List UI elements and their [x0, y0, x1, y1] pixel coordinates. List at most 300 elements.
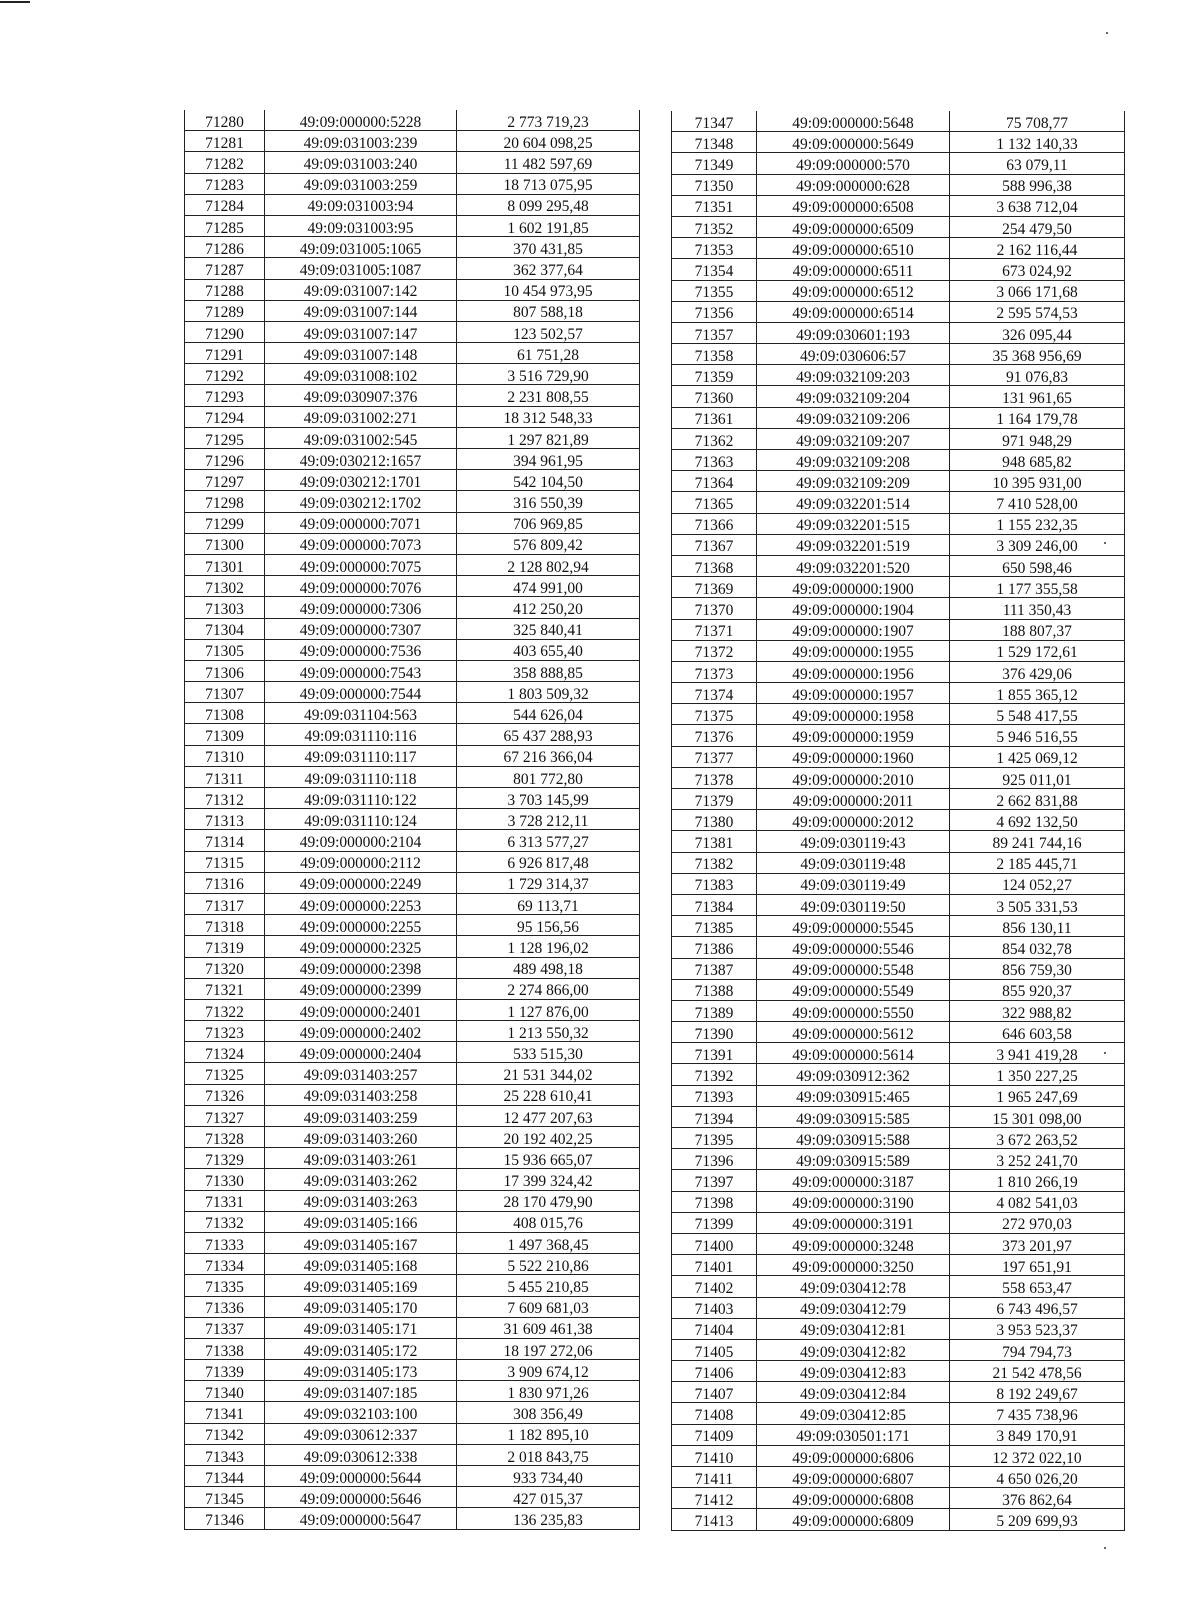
row-number-cell: 71352 — [672, 216, 757, 237]
table-row — [185, 724, 640, 745]
value-cell: 807 588,18 — [457, 300, 640, 321]
value-cell: 28 170 479,90 — [457, 1190, 640, 1211]
row-number-cell: 71293 — [185, 385, 265, 406]
cadastral-number-cell: 49:09:000000:3248 — [757, 1233, 950, 1254]
cadastral-number-cell: 49:09:031405:169 — [265, 1275, 457, 1296]
row-number-cell: 71339 — [185, 1360, 265, 1381]
value-cell: 3 505 331,53 — [950, 894, 1125, 915]
value-cell: 188 807,37 — [950, 619, 1125, 640]
cadastral-number-cell: 49:09:000000:5545 — [757, 916, 950, 937]
table-row — [672, 831, 1125, 852]
row-number-cell: 71326 — [185, 1084, 265, 1105]
row-number-cell: 71312 — [185, 788, 265, 809]
value-cell: 1 803 509,32 — [457, 682, 640, 703]
table-row — [185, 1211, 640, 1232]
value-cell: 6 313 577,27 — [457, 830, 640, 851]
cadastral-number-cell: 49:09:030412:78 — [757, 1276, 950, 1297]
cadastral-number-cell: 49:09:000000:7544 — [265, 682, 457, 703]
value-cell: 12 477 207,63 — [457, 1105, 640, 1126]
table-row — [672, 428, 1125, 449]
table-row — [672, 1403, 1125, 1424]
table-row — [672, 1255, 1125, 1276]
row-number-cell: 71371 — [672, 619, 757, 640]
row-number-cell: 71292 — [185, 364, 265, 385]
table-row — [672, 386, 1125, 407]
cadastral-number-cell: 49:09:031003:259 — [265, 173, 457, 194]
table-row — [185, 1508, 640, 1529]
cadastral-number-cell: 49:09:000000:5644 — [265, 1466, 457, 1487]
cadastral-number-cell: 49:09:000000:570 — [757, 153, 950, 174]
value-cell: 1 127 876,00 — [457, 999, 640, 1020]
table-row — [672, 216, 1125, 237]
value-cell: 3 728 212,11 — [457, 809, 640, 830]
value-cell: 197 651,91 — [950, 1255, 1125, 1276]
cadastral-number-cell: 49:09:000000:6508 — [757, 195, 950, 216]
table-row — [185, 830, 640, 851]
table-row — [185, 703, 640, 724]
value-cell: 6 743 496,57 — [950, 1297, 1125, 1318]
row-number-cell: 71383 — [672, 873, 757, 894]
value-cell: 5 548 417,55 — [950, 704, 1125, 725]
row-number-cell: 71337 — [185, 1317, 265, 1338]
row-number-cell: 71385 — [672, 916, 757, 937]
table-row — [672, 1191, 1125, 1212]
cadastral-number-cell: 49:09:000000:5548 — [757, 958, 950, 979]
row-number-cell: 71365 — [672, 492, 757, 513]
cadastral-number-cell: 49:09:000000:3187 — [757, 1170, 950, 1191]
table-row — [672, 1318, 1125, 1339]
value-cell: 325 840,41 — [457, 618, 640, 639]
value-cell: 576 809,42 — [457, 533, 640, 554]
cadastral-number-cell: 49:09:000000:6509 — [757, 216, 950, 237]
value-cell: 91 076,83 — [950, 365, 1125, 386]
cadastral-number-cell: 49:09:000000:2249 — [265, 872, 457, 893]
row-number-cell: 71321 — [185, 978, 265, 999]
cadastral-number-cell: 49:09:030119:43 — [757, 831, 950, 852]
value-cell: 8 192 249,67 — [950, 1382, 1125, 1403]
value-cell: 89 241 744,16 — [950, 831, 1125, 852]
value-cell: 7 609 681,03 — [457, 1296, 640, 1317]
table-row — [672, 534, 1125, 555]
row-number-cell: 71360 — [672, 386, 757, 407]
cadastral-number-cell: 49:09:000000:3190 — [757, 1191, 950, 1212]
table-row — [672, 640, 1125, 661]
cadastral-number-cell: 49:09:000000:7536 — [265, 639, 457, 660]
value-cell: 1 497 368,45 — [457, 1232, 640, 1253]
table-row — [185, 1296, 640, 1317]
row-number-cell: 71345 — [185, 1487, 265, 1508]
value-cell: 131 961,65 — [950, 386, 1125, 407]
row-number-cell: 71411 — [672, 1467, 757, 1488]
row-number-cell: 71308 — [185, 703, 265, 724]
cadastral-number-cell: 49:09:000000:5550 — [757, 1000, 950, 1021]
cadastral-number-cell: 49:09:000000:7073 — [265, 533, 457, 554]
cadastral-number-cell: 49:09:030212:1657 — [265, 449, 457, 470]
row-number-cell: 71297 — [185, 470, 265, 491]
row-number-cell: 71348 — [672, 132, 757, 153]
cadastral-number-cell: 49:09:000000:2112 — [265, 851, 457, 872]
value-cell: 4 082 541,03 — [950, 1191, 1125, 1212]
row-number-cell: 71299 — [185, 512, 265, 533]
value-cell: 10 395 931,00 — [950, 471, 1125, 492]
cadastral-number-cell: 49:09:031405:166 — [265, 1211, 457, 1232]
table-row — [672, 852, 1125, 873]
row-number-cell: 71300 — [185, 533, 265, 554]
table-row — [672, 619, 1125, 640]
value-cell: 794 794,73 — [950, 1339, 1125, 1360]
value-cell: 856 759,30 — [950, 958, 1125, 979]
value-cell: 20 192 402,25 — [457, 1127, 640, 1148]
table-row — [672, 153, 1125, 174]
value-cell: 3 309 246,00 — [950, 534, 1125, 555]
row-number-cell: 71407 — [672, 1382, 757, 1403]
value-cell: 1 830 971,26 — [457, 1381, 640, 1402]
value-cell: 67 216 366,04 — [457, 745, 640, 766]
row-number-cell: 71333 — [185, 1232, 265, 1253]
cadastral-number-cell: 49:09:000000:6511 — [757, 259, 950, 280]
cadastral-number-cell: 49:09:030912:362 — [757, 1064, 950, 1085]
table-row — [672, 767, 1125, 788]
row-number-cell: 71328 — [185, 1127, 265, 1148]
table-row — [185, 1169, 640, 1190]
row-number-cell: 71378 — [672, 767, 757, 788]
table-row — [672, 1064, 1125, 1085]
table-row — [185, 385, 640, 406]
table-row — [672, 1424, 1125, 1445]
table-row — [185, 1275, 640, 1296]
row-number-cell: 71325 — [185, 1063, 265, 1084]
table-row — [185, 321, 640, 342]
cadastral-number-cell: 49:09:031403:263 — [265, 1190, 457, 1211]
value-cell: 21 531 344,02 — [457, 1063, 640, 1084]
row-number-cell: 71284 — [185, 194, 265, 215]
row-number-cell: 71335 — [185, 1275, 265, 1296]
row-number-cell: 71393 — [672, 1085, 757, 1106]
cadastral-number-cell: 49:09:000000:6808 — [757, 1488, 950, 1509]
value-cell: 3 672 263,52 — [950, 1128, 1125, 1149]
table-row — [672, 492, 1125, 513]
row-number-cell: 71368 — [672, 555, 757, 576]
row-number-cell: 71349 — [672, 153, 757, 174]
table-row — [185, 364, 640, 385]
row-number-cell: 71285 — [185, 215, 265, 236]
cadastral-number-cell: 49:09:031104:563 — [265, 703, 457, 724]
row-number-cell: 71401 — [672, 1255, 757, 1276]
table-row — [185, 512, 640, 533]
value-cell: 1 529 172,61 — [950, 640, 1125, 661]
table-row — [672, 259, 1125, 280]
cadastral-table-right — [671, 111, 1125, 1531]
cadastral-number-cell: 49:09:030601:193 — [757, 322, 950, 343]
table-row — [185, 1127, 640, 1148]
value-cell: 15 936 665,07 — [457, 1148, 640, 1169]
value-cell: 403 655,40 — [457, 639, 640, 660]
value-cell: 971 948,29 — [950, 428, 1125, 449]
value-cell: 1 155 232,35 — [950, 513, 1125, 534]
table-row — [672, 280, 1125, 301]
value-cell: 1 128 196,02 — [457, 936, 640, 957]
cadastral-number-cell: 49:09:032109:209 — [757, 471, 950, 492]
cadastral-number-cell: 49:09:000000:1900 — [757, 577, 950, 598]
value-cell: 925 011,01 — [950, 767, 1125, 788]
value-cell: 3 703 145,99 — [457, 788, 640, 809]
cadastral-number-cell: 49:09:032109:208 — [757, 450, 950, 471]
table-row — [672, 577, 1125, 598]
row-number-cell: 71307 — [185, 682, 265, 703]
cadastral-number-cell: 49:09:031005:1065 — [265, 237, 457, 258]
value-cell: 358 888,85 — [457, 660, 640, 681]
value-cell: 1 164 179,78 — [950, 407, 1125, 428]
table-row — [185, 1360, 640, 1381]
cadastral-number-cell: 49:09:031110:122 — [265, 788, 457, 809]
table-row — [672, 1149, 1125, 1170]
table-row — [672, 111, 1125, 132]
cadastral-number-cell: 49:09:000000:2398 — [265, 957, 457, 978]
cadastral-number-cell: 49:09:000000:6510 — [757, 238, 950, 259]
cadastral-number-cell: 49:09:000000:7543 — [265, 660, 457, 681]
table-row — [185, 533, 640, 554]
table-row — [185, 788, 640, 809]
table-row — [185, 215, 640, 236]
table-row — [672, 1085, 1125, 1106]
row-number-cell: 71372 — [672, 640, 757, 661]
value-cell: 95 156,56 — [457, 915, 640, 936]
table-row — [185, 1423, 640, 1444]
value-cell: 111 350,43 — [950, 598, 1125, 619]
value-cell: 5 946 516,55 — [950, 725, 1125, 746]
cadastral-number-cell: 49:09:030501:171 — [757, 1424, 950, 1445]
value-cell: 1 729 314,37 — [457, 872, 640, 893]
value-cell: 533 515,30 — [457, 1042, 640, 1063]
row-number-cell: 71402 — [672, 1276, 757, 1297]
row-number-cell: 71323 — [185, 1021, 265, 1042]
cadastral-number-cell: 49:09:031403:257 — [265, 1063, 457, 1084]
value-cell: 558 653,47 — [950, 1276, 1125, 1297]
cadastral-number-cell: 49:09:030915:585 — [757, 1106, 950, 1127]
scan-mark — [0, 1, 30, 3]
cadastral-number-cell: 49:09:032201:515 — [757, 513, 950, 534]
value-cell: 412 250,20 — [457, 597, 640, 618]
table-row — [185, 152, 640, 173]
value-cell: 1 213 550,32 — [457, 1021, 640, 1042]
cadastral-number-cell: 49:09:000000:5546 — [757, 937, 950, 958]
row-number-cell: 71338 — [185, 1338, 265, 1359]
cadastral-number-cell: 49:09:000000:5648 — [757, 111, 950, 132]
table-row — [185, 745, 640, 766]
row-number-cell: 71294 — [185, 406, 265, 427]
value-cell: 35 368 956,69 — [950, 344, 1125, 365]
table-row — [185, 1381, 640, 1402]
cadastral-number-cell: 49:09:031008:102 — [265, 364, 457, 385]
row-number-cell: 71399 — [672, 1212, 757, 1233]
table-row — [185, 1232, 640, 1253]
value-cell: 1 350 227,25 — [950, 1064, 1125, 1085]
value-cell: 4 692 132,50 — [950, 810, 1125, 831]
value-cell: 394 961,95 — [457, 449, 640, 470]
cadastral-number-cell: 49:09:031405:173 — [265, 1360, 457, 1381]
row-number-cell: 71295 — [185, 427, 265, 448]
row-number-cell: 71396 — [672, 1149, 757, 1170]
cadastral-number-cell: 49:09:031403:259 — [265, 1105, 457, 1126]
value-cell: 18 197 272,06 — [457, 1338, 640, 1359]
table-row — [672, 789, 1125, 810]
value-cell: 673 024,92 — [950, 259, 1125, 280]
value-cell: 322 988,82 — [950, 1000, 1125, 1021]
cadastral-number-cell: 49:09:031003:239 — [265, 131, 457, 152]
scan-speck — [1104, 1547, 1106, 1549]
table-row — [672, 132, 1125, 153]
value-cell: 1 965 247,69 — [950, 1085, 1125, 1106]
cadastral-number-cell: 49:09:000000:6806 — [757, 1445, 950, 1466]
value-cell: 3 849 170,91 — [950, 1424, 1125, 1445]
value-cell: 376 429,06 — [950, 661, 1125, 682]
cadastral-number-cell: 49:09:031110:117 — [265, 745, 457, 766]
table-row — [672, 1361, 1125, 1382]
table-row — [672, 238, 1125, 259]
value-cell: 124 052,27 — [950, 873, 1125, 894]
row-number-cell: 71353 — [672, 238, 757, 259]
row-number-cell: 71363 — [672, 450, 757, 471]
value-cell: 489 498,18 — [457, 957, 640, 978]
cadastral-number-cell: 49:09:031007:148 — [265, 343, 457, 364]
cadastral-number-cell: 49:09:031405:172 — [265, 1338, 457, 1359]
value-cell: 316 550,39 — [457, 491, 640, 512]
table-row — [672, 1128, 1125, 1149]
value-cell: 18 312 548,33 — [457, 406, 640, 427]
cadastral-number-cell: 49:09:031007:144 — [265, 300, 457, 321]
value-cell: 31 609 461,38 — [457, 1317, 640, 1338]
table-row — [185, 1105, 640, 1126]
row-number-cell: 71280 — [185, 110, 265, 131]
row-number-cell: 71302 — [185, 576, 265, 597]
row-number-cell: 71406 — [672, 1361, 757, 1382]
cadastral-number-cell: 49:09:030612:338 — [265, 1444, 457, 1465]
row-number-cell: 71287 — [185, 258, 265, 279]
row-number-cell: 71296 — [185, 449, 265, 470]
table-row — [185, 1148, 640, 1169]
value-cell: 254 479,50 — [950, 216, 1125, 237]
row-number-cell: 71362 — [672, 428, 757, 449]
table-row — [185, 576, 640, 597]
row-number-cell: 71395 — [672, 1128, 757, 1149]
cadastral-number-cell: 49:09:030412:82 — [757, 1339, 950, 1360]
table-row — [185, 597, 640, 618]
value-cell: 136 235,83 — [457, 1508, 640, 1529]
table-row — [672, 704, 1125, 725]
cadastral-number-cell: 49:09:031403:262 — [265, 1169, 457, 1190]
scan-speck — [1106, 32, 1108, 34]
row-number-cell: 71290 — [185, 321, 265, 342]
row-number-cell: 71288 — [185, 279, 265, 300]
row-number-cell: 71351 — [672, 195, 757, 216]
row-number-cell: 71350 — [672, 174, 757, 195]
cadastral-number-cell: 49:09:000000:2401 — [265, 999, 457, 1020]
table-row — [672, 1276, 1125, 1297]
row-number-cell: 71329 — [185, 1148, 265, 1169]
row-number-cell: 71413 — [672, 1509, 757, 1530]
table-row — [185, 936, 640, 957]
table-row — [185, 131, 640, 152]
value-cell: 3 953 523,37 — [950, 1318, 1125, 1339]
table-row — [185, 110, 640, 131]
row-number-cell: 71346 — [185, 1508, 265, 1529]
row-number-cell: 71409 — [672, 1424, 757, 1445]
cadastral-number-cell: 49:09:030412:79 — [757, 1297, 950, 1318]
row-number-cell: 71316 — [185, 872, 265, 893]
cadastral-number-cell: 49:09:031003:94 — [265, 194, 457, 215]
cadastral-number-cell: 49:09:030412:83 — [757, 1361, 950, 1382]
table-row — [185, 766, 640, 787]
cadastral-number-cell: 49:09:030612:337 — [265, 1423, 457, 1444]
cadastral-number-cell: 49:09:000000:1958 — [757, 704, 950, 725]
table-row — [672, 471, 1125, 492]
cadastral-number-cell: 49:09:031003:240 — [265, 152, 457, 173]
cadastral-number-cell: 49:09:031405:168 — [265, 1254, 457, 1275]
row-number-cell: 71400 — [672, 1233, 757, 1254]
table-row — [185, 554, 640, 575]
value-cell: 1 182 895,10 — [457, 1423, 640, 1444]
value-cell: 854 032,78 — [950, 937, 1125, 958]
table-row — [185, 343, 640, 364]
cadastral-number-cell: 49:09:000000:5228 — [265, 110, 457, 131]
cadastral-number-cell: 49:09:000000:7071 — [265, 512, 457, 533]
table-row — [672, 513, 1125, 534]
row-number-cell: 71313 — [185, 809, 265, 830]
row-number-cell: 71283 — [185, 173, 265, 194]
value-cell: 61 751,28 — [457, 343, 640, 364]
cadastral-number-cell: 49:09:000000:2011 — [757, 789, 950, 810]
cadastral-number-cell: 49:09:000000:5649 — [757, 132, 950, 153]
table-row — [185, 957, 640, 978]
cadastral-number-cell: 49:09:000000:3191 — [757, 1212, 950, 1233]
cadastral-number-cell: 49:09:000000:2010 — [757, 767, 950, 788]
value-cell: 801 772,80 — [457, 766, 640, 787]
row-number-cell: 71375 — [672, 704, 757, 725]
row-number-cell: 71324 — [185, 1042, 265, 1063]
row-number-cell: 71364 — [672, 471, 757, 492]
value-cell: 272 970,03 — [950, 1212, 1125, 1233]
row-number-cell: 71410 — [672, 1445, 757, 1466]
value-cell: 373 201,97 — [950, 1233, 1125, 1254]
table-row — [185, 427, 640, 448]
value-cell: 12 372 022,10 — [950, 1445, 1125, 1466]
cadastral-number-cell: 49:09:031002:545 — [265, 427, 457, 448]
row-number-cell: 71412 — [672, 1488, 757, 1509]
cadastral-number-cell: 49:09:030606:57 — [757, 344, 950, 365]
row-number-cell: 71311 — [185, 766, 265, 787]
table-row — [185, 1487, 640, 1508]
value-cell: 1 855 365,12 — [950, 683, 1125, 704]
value-cell: 326 095,44 — [950, 322, 1125, 343]
table-row — [672, 937, 1125, 958]
cadastral-number-cell: 49:09:000000:1955 — [757, 640, 950, 661]
value-cell: 933 734,40 — [457, 1466, 640, 1487]
cadastral-number-cell: 49:09:030915:465 — [757, 1085, 950, 1106]
value-cell: 3 516 729,90 — [457, 364, 640, 385]
cadastral-number-cell: 49:09:031403:260 — [265, 1127, 457, 1148]
cadastral-number-cell: 49:09:030915:588 — [757, 1128, 950, 1149]
cadastral-number-cell: 49:09:000000:5646 — [265, 1487, 457, 1508]
value-cell: 3 909 674,12 — [457, 1360, 640, 1381]
table-row — [672, 174, 1125, 195]
cadastral-number-cell: 49:09:000000:5614 — [757, 1043, 950, 1064]
row-number-cell: 71314 — [185, 830, 265, 851]
table-row — [185, 1444, 640, 1465]
table-row — [672, 195, 1125, 216]
cadastral-number-cell: 49:09:000000:2012 — [757, 810, 950, 831]
row-number-cell: 71390 — [672, 1022, 757, 1043]
table-row — [185, 851, 640, 872]
